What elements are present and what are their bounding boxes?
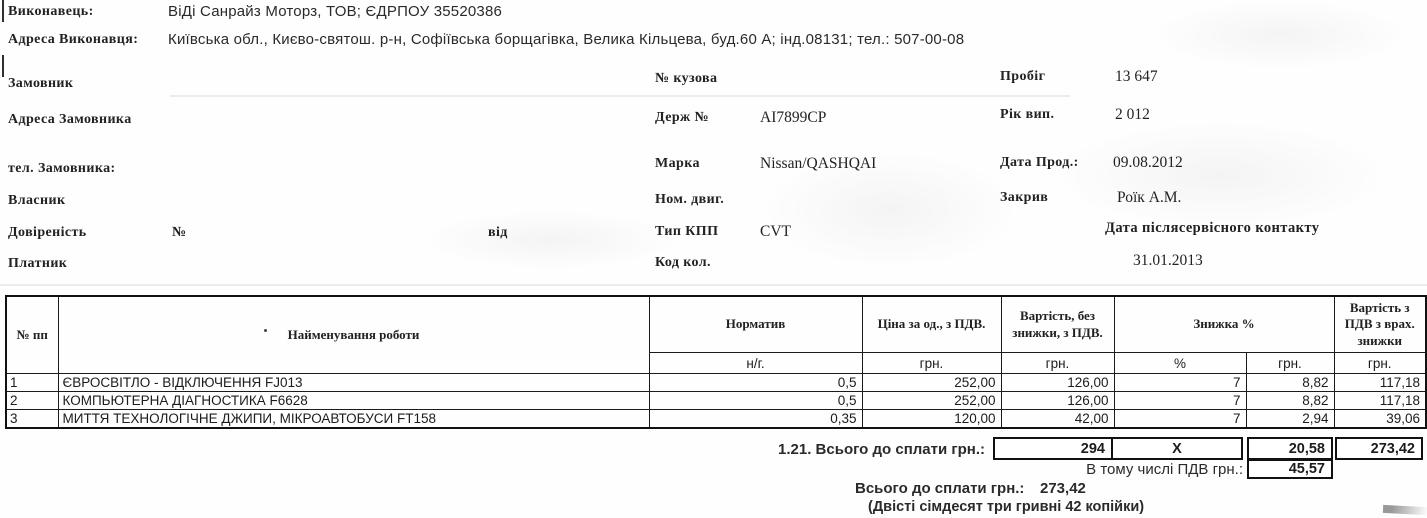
scan-artifact-line [2, 0, 4, 22]
row-num: 1 [6, 374, 58, 392]
engine-no-label: Ном. двиг. [655, 192, 725, 207]
row-name: ЄВРОСВІТЛО - ВІДКЛЮЧЕННЯ FJ013 [58, 374, 649, 392]
grand-total-value: 273,42 [1040, 480, 1086, 497]
totals-line1-label: 1.21. Всього до сплати грн.: [778, 441, 985, 458]
unit-disc-pct: % [1114, 353, 1246, 374]
proxy-from-label: від [488, 225, 508, 240]
scan-faint-line [0, 284, 1427, 286]
totals-grand-total-box: 273,42 [1335, 437, 1423, 460]
totals-box-row [993, 437, 1423, 460]
row-norm: 0,5 [649, 392, 862, 410]
col-header-cost-disc: Вартість з ПДВ з врах. знижки [1334, 296, 1426, 353]
col-header-price: Ціна за од., з ПДВ. [862, 296, 1001, 353]
row-disc-pct: 7 [1114, 410, 1246, 429]
state-no-value: AI7899CP [760, 109, 827, 126]
payer-label: Платник [8, 256, 68, 271]
followup-value: 31.01.2013 [1133, 252, 1203, 269]
sale-date-value: 09.08.2012 [1113, 154, 1183, 171]
grand-total-label: Всього до сплати грн.: [855, 480, 1025, 497]
gearbox-value: CVT [760, 223, 791, 240]
sale-date-label: Дата Прод.: [1000, 155, 1079, 170]
owner-label: Власник [8, 193, 66, 208]
row-norm: 0,5 [649, 374, 862, 392]
row-disc-uah: 2,94 [1246, 410, 1334, 429]
state-no-label: Держ № [655, 110, 709, 125]
followup-label: Дата післясервісного контакту [1105, 220, 1320, 236]
row-price: 120,00 [862, 410, 1001, 429]
brand-label: Марка [655, 156, 700, 171]
scan-faint-line [170, 95, 1070, 97]
col-header-cost-no-disc: Вартість, без знижки, з ПДВ. [1001, 296, 1114, 353]
row-price: 252,00 [862, 374, 1001, 392]
table-row [6, 410, 1426, 429]
row-norm: 0,35 [649, 410, 862, 429]
customer-address-label: Адреса Замовника [8, 112, 132, 127]
col-header-discount: Знижка % [1114, 296, 1334, 353]
row-total: 117,18 [1334, 374, 1426, 392]
col-header-norm: Норматив [649, 296, 862, 353]
scan-noise [1050, 120, 1390, 230]
row-disc-uah: 8,82 [1246, 374, 1334, 392]
closed-by-value: Роїк А.М. [1117, 189, 1182, 206]
proxy-no-label: № [172, 225, 187, 240]
body-no-label: № кузова [655, 71, 718, 86]
row-num: 3 [6, 410, 58, 429]
scan-artifact-smudge [1383, 505, 1427, 515]
scan-noise [420, 210, 680, 270]
row-disc-pct: 7 [1114, 392, 1246, 410]
row-total: 117,18 [1334, 392, 1426, 410]
vat-value-box: 45,57 [1247, 459, 1333, 479]
unit-norm: н/г. [649, 353, 862, 374]
executor-label: Виконавець: [8, 4, 94, 19]
row-cost: 126,00 [1001, 392, 1114, 410]
vat-label: В тому числі ПДВ грн.: [1086, 461, 1243, 478]
unit-cost-no-disc: грн. [1001, 353, 1114, 374]
mileage-value: 13 647 [1115, 68, 1158, 85]
col-header-num: № пп [6, 296, 58, 374]
mileage-label: Пробіг [1000, 69, 1046, 84]
executor-address-label: Адреса Виконавця: [8, 32, 139, 47]
totals-discount-sum: 20,58 [1247, 437, 1333, 460]
table-row [6, 392, 1426, 410]
row-name: КОМПЬЮТЕРНА ДІАГНОСТИКА F6628 [58, 392, 649, 410]
executor-value: ВіДі Санрайз Моторз, ТОВ; ЄДРПОУ 35520386 [168, 3, 503, 20]
row-disc-pct: 7 [1114, 374, 1246, 392]
color-code-label: Код кол. [655, 255, 711, 270]
executor-address-value: Київська обл., Києво-святош. р-н, Софіївська борщагівка, Велика Кільцева, буд.60 А; інд.08131; тел.: 507-00-08 [168, 31, 965, 48]
brand-value: Nissan/QASHQAI [760, 155, 877, 172]
row-name: МИТТЯ ТЕХНОЛОГІЧНЕ ДЖИПИ, МІКРОАВТОБУСИ FT158 [58, 410, 649, 429]
row-cost: 126,00 [1001, 374, 1114, 392]
customer-phone-label: тел. Замовника: [8, 161, 116, 176]
row-price: 252,00 [862, 392, 1001, 410]
totals-x-cell: X [1113, 437, 1243, 460]
unit-disc-uah: грн. [1246, 353, 1334, 374]
row-total: 39,06 [1334, 410, 1426, 429]
row-cost: 42,00 [1001, 410, 1114, 429]
total-in-words: (Двісті сімдесят три гривні 42 копійки) [868, 499, 1145, 515]
closed-by-label: Закрив [1000, 190, 1049, 205]
row-num: 2 [6, 392, 58, 410]
proxy-label: Довіреність [8, 225, 87, 240]
table-row [6, 374, 1426, 392]
scan-noise [1150, 0, 1410, 70]
year-label: Рік вип. [1000, 107, 1055, 122]
customer-label: Замовник [8, 76, 74, 91]
totals-sum-no-discount: 294 [993, 437, 1113, 460]
row-disc-uah: 8,82 [1246, 392, 1334, 410]
gearbox-label: Тип КПП [655, 224, 719, 239]
year-value: 2 012 [1115, 106, 1150, 123]
unit-price: грн. [862, 353, 1001, 374]
col-header-name: Найменування роботи [58, 296, 649, 374]
scan-artifact-line [2, 55, 4, 77]
unit-cost-disc: грн. [1334, 353, 1426, 374]
works-table [5, 295, 1427, 429]
